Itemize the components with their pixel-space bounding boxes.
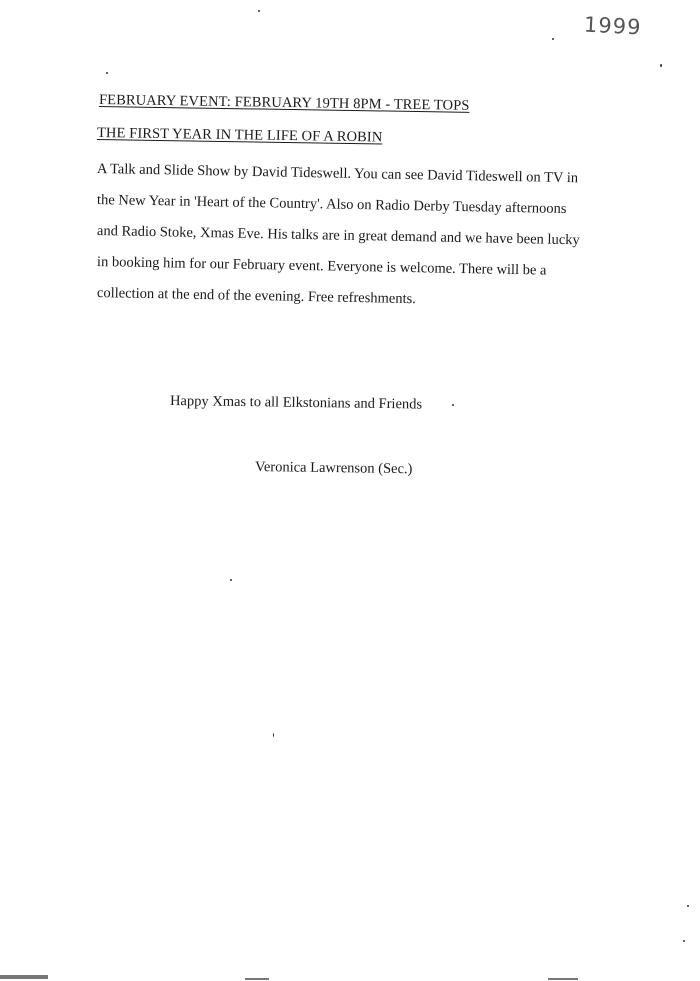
- scan-speck: [687, 905, 689, 907]
- scan-speck: [552, 38, 554, 40]
- body-line: and Radio Stoke, Xmas Eve. His talks are in great demand and we have been lucky: [96, 223, 580, 249]
- body-line: collection at the end of the evening. Free refreshments.: [96, 285, 416, 308]
- talk-title-heading: THE FIRST YEAR IN THE LIFE OF A ROBIN: [96, 125, 383, 146]
- greeting-line: Happy Xmas to all Elkstonians and Friends: [169, 393, 423, 413]
- scan-edge-mark: [0, 975, 48, 979]
- body-line: in booking him for our February event. Everyone is welcome. There will be a: [96, 254, 547, 279]
- handwritten-year-note: 1999: [583, 12, 643, 40]
- scan-edge-mark: [548, 978, 578, 980]
- scan-speck: [106, 72, 108, 74]
- body-line: the New Year in 'Heart of the Country'. Also on Radio Derby Tuesday afternoons: [96, 192, 567, 218]
- body-line: A Talk and Slide Show by David Tideswell. You can see David Tideswell on TV in: [96, 161, 579, 187]
- scan-speck: [683, 940, 685, 942]
- scan-speck: [452, 404, 454, 406]
- scan-speck: [660, 64, 662, 67]
- event-heading: FEBRUARY EVENT: FEBRUARY 19TH 8PM - TREE TOPS: [98, 92, 470, 114]
- scan-speck: [273, 733, 274, 737]
- scan-speck: [258, 10, 260, 12]
- signature-line: Veronica Lawrenson (Sec.): [254, 459, 413, 478]
- scan-speck: [230, 579, 232, 581]
- scan-edge-mark: [245, 978, 269, 980]
